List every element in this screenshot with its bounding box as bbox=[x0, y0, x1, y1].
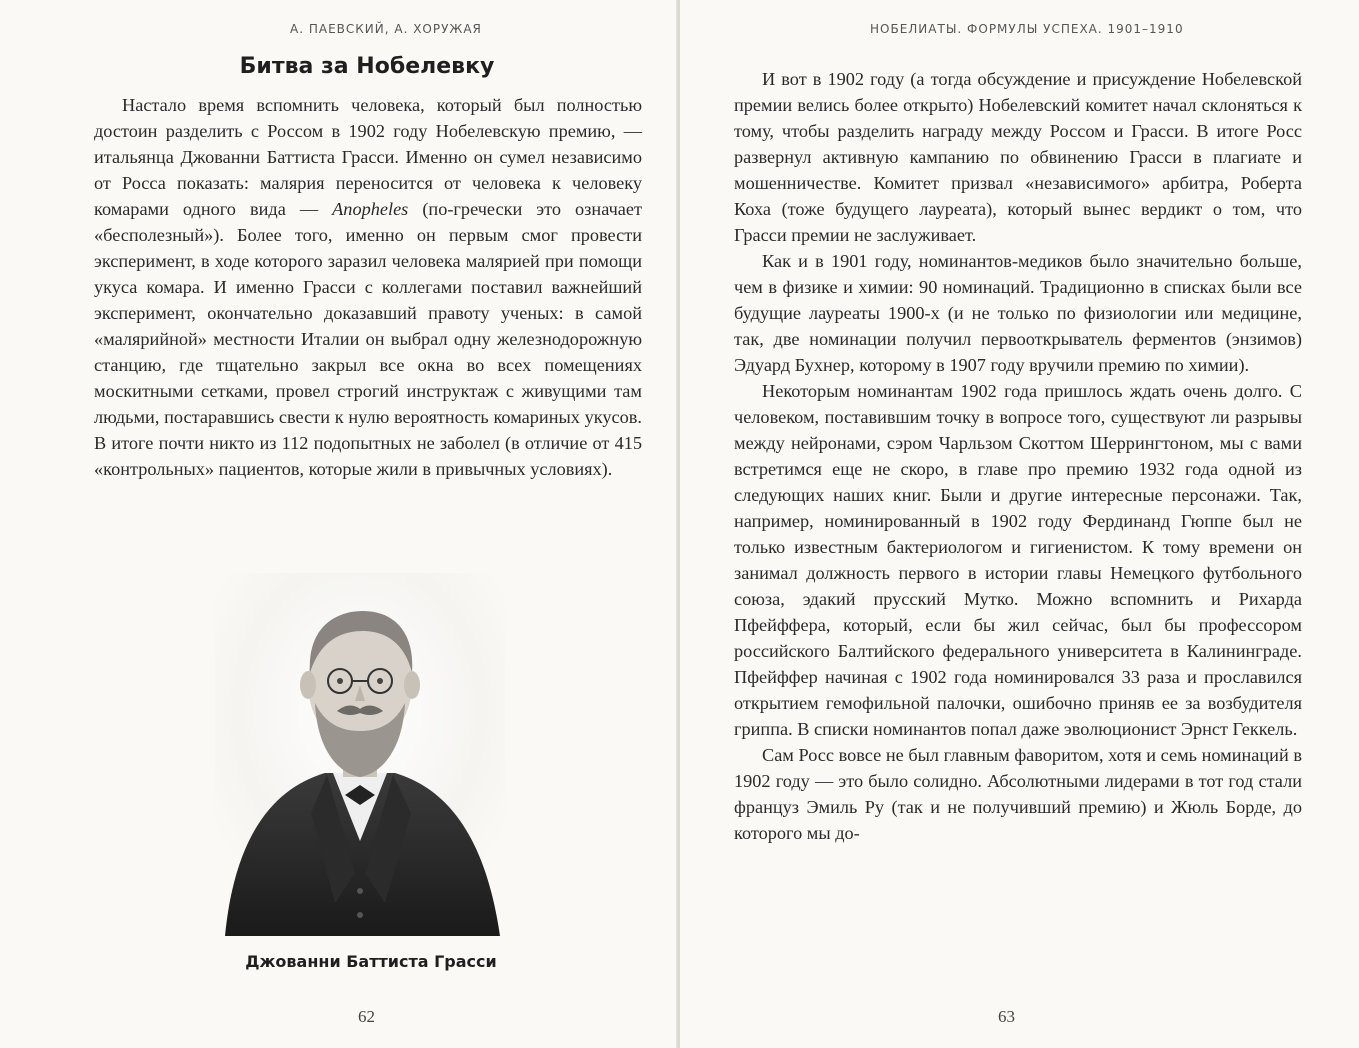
portrait-photo bbox=[215, 573, 505, 936]
italic-term: Anopheles bbox=[332, 199, 409, 219]
paragraph: Некоторым номинантам 1902 года пришлось ждать очень долго. С человеком, поставившим точку в вопросе того, существуют ли разрывы между нейронами, сэром Чарльзом Скоттом Шеррингтоном, мы с вами встретимся еще не скоро, в главе про премию 1932 года одной из следующих наших книг. Были и другие интересные персонажи. Так, например, номинированный в 1902 году Фердинанд Гюппе был не только известным бактериологом и гигиенистом. К тому времени он занимал должность первого в истории главы Немецкого футбольного союза, эдакий прусский Мутко. Можно вспомнить и Рихарда Пфейффера, который, если бы жил сейчас, был бы профессором российского Балтийского федерального университета в Калининграде. Пфейффер начиная с 1902 года номинировался 33 раза и прославился открытием гемофильной палочки, ошибочно приняв ее за возбудителя гриппа. В списки номинантов попал даже эволюционист Эрнст Геккель. bbox=[734, 381, 1302, 739]
left-page bbox=[0, 0, 678, 1048]
right-body-text bbox=[734, 66, 1302, 846]
paragraph: Как и в 1901 году, номинантов-медиков было значительно больше, чем в физике и химии: 90 номинаций. Традиционно в списках были все будущие лауреаты 1900-х (и не только по физиологии или медицине, так, две номинации получил первооткрыватель ферментов (энзимов) Эдуард Бухнер, которому в 1907 году вручили премию по химии). bbox=[734, 251, 1302, 375]
running-head-book-title: НОБЕЛИАТЫ. ФОРМУЛЫ УСПЕХА. 1901–1910 bbox=[870, 22, 1184, 36]
left-body-text bbox=[94, 92, 642, 482]
paragraph-text: Настало время вспомнить человека, который был полностью достоин разделить с Россом в 1902 году Нобелевскую премию, — итальянца Джованни Баттиста Грасси. Именно он сумел независимо от Росса показать: малярия переносится от человека к человеку комарами одного вида — bbox=[94, 95, 642, 219]
photo-caption: Джованни Баттиста Грасси bbox=[245, 952, 497, 971]
page-number-right: 63 bbox=[998, 1007, 1015, 1026]
paragraph: И вот в 1902 году (а тогда обсуждение и присуждение Нобелевской премии велись более открыто) Нобелевский комитет начал склоняться к тому, чтобы разделить награду между Россом и Грасси. В итоге Росс развернул активную кампанию по обвинению Грасси в плагиате и мошенничестве. Комитет призвал «независимого» арбитра, Роберта Коха (тоже будущего лауреата), который вынес вердикт о том, что Грасси премии не заслуживает. bbox=[734, 69, 1302, 245]
right-page bbox=[680, 0, 1359, 1048]
paragraph: Сам Росс вовсе не был главным фаворитом, хотя и семь номинаций в 1902 году — это было солидно. Абсолютными лидерами в тот год стали француз Эмиль Ру (так и не получивший премию) и Жюль Борде, до которого мы до- bbox=[734, 745, 1302, 843]
running-head-authors: А. ПАЕВСКИЙ, А. ХОРУЖАЯ bbox=[290, 22, 482, 36]
page-number-left: 62 bbox=[358, 1007, 375, 1026]
section-title: Битва за Нобелевку bbox=[239, 54, 495, 79]
paragraph bbox=[94, 92, 642, 482]
paragraph-text: (по-гречески это означает «бесполезный»). Более того, именно он первым смог провести эксперимент, в ходе которого заразил человека малярией при помощи укуса комара. И именно Грасси с коллегами поставил важнейший эксперимент, окончательно доказавший правоту ученых: в самой «малярийной» местности Италии он выбрал одну железнодорожную станцию, где тщательно закрыл все окна во всех помещениях москитными сетками, провел строгий инструктаж с живущими там людьми, постаравшись свести к нулю вероятность комариных укусов. В итоге почти никто из 112 подопытных не заболел (в отличие от 415 «контрольных» пациентов, которые жили в привычных условиях). bbox=[94, 199, 642, 479]
